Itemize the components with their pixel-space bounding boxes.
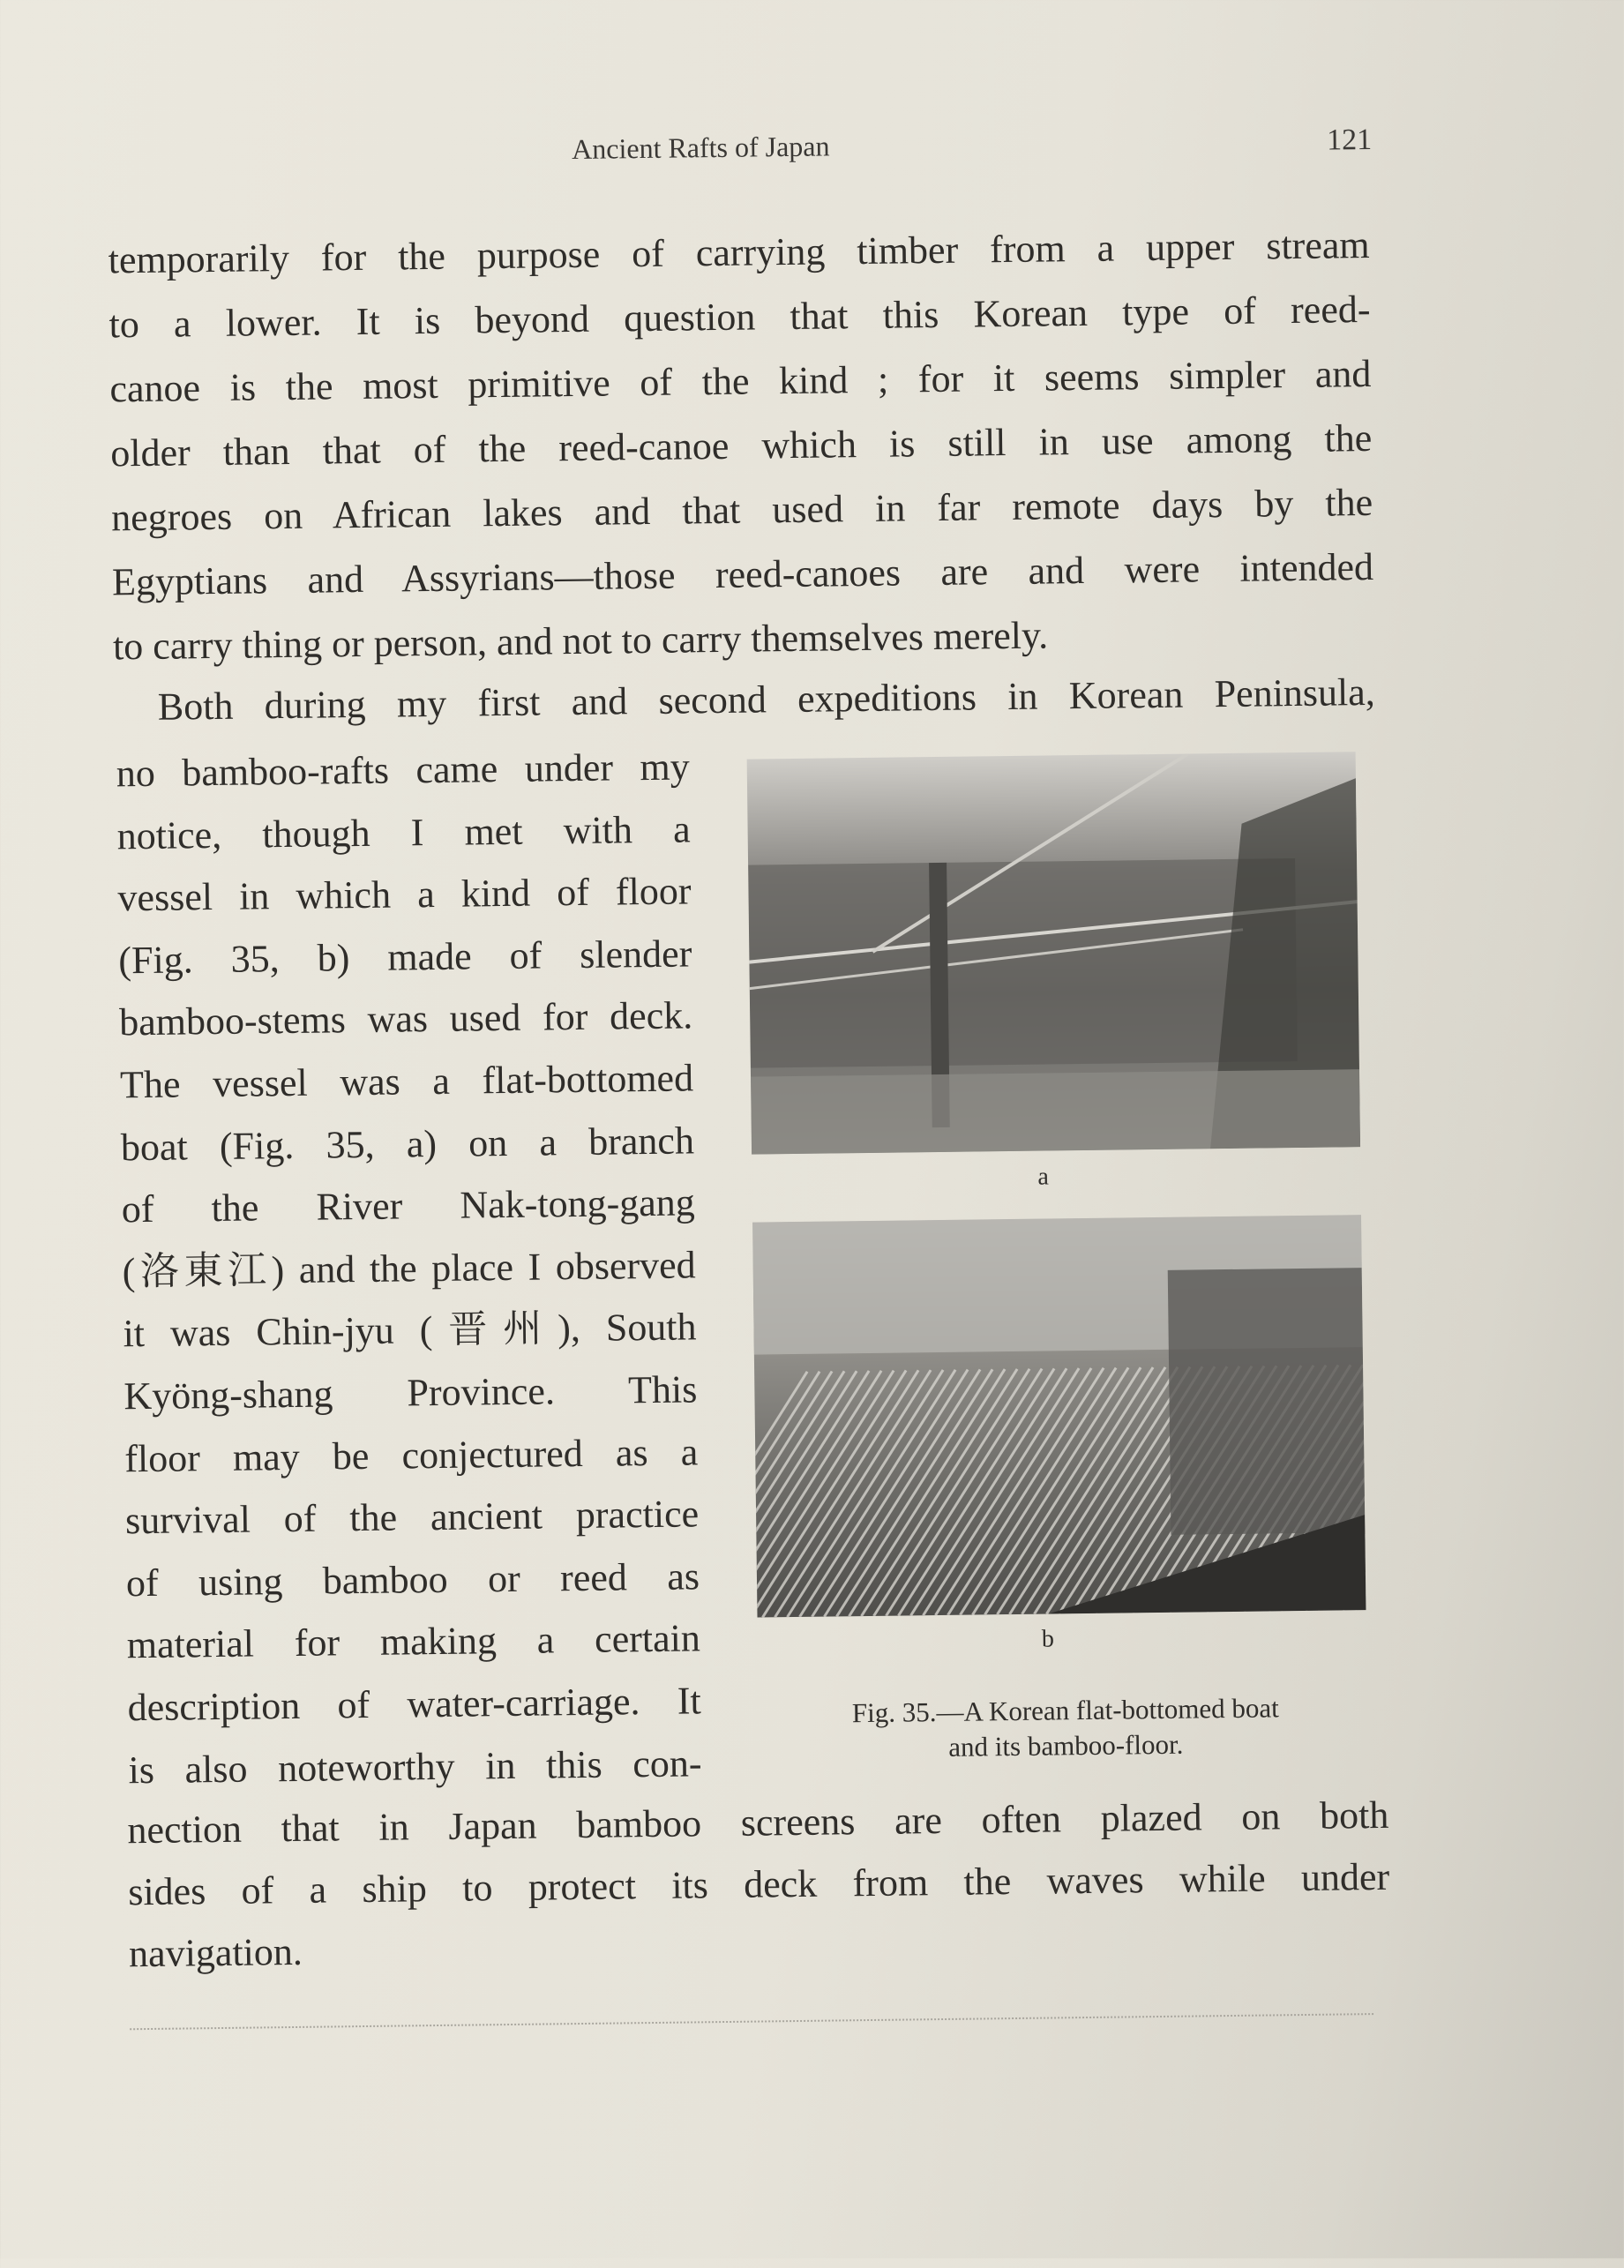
text-line: canoe is the most primitive of the kind ; for it seems simpler and (109, 351, 1372, 411)
text-line: (洛東江) and the place I observed (122, 1243, 696, 1294)
paragraph-2-first-line: Both during my first and second expeditions in Korean Peninsula, (157, 670, 1376, 729)
text-line: to a lower. It is beyond question that this Korean type of reed- (109, 287, 1371, 347)
figure-caption-line-2: and its bamboo-floor. (948, 1728, 1184, 1763)
text-line: of using bamboo or reed as (125, 1554, 700, 1606)
text-line: Kyöng-shang Province. This (123, 1367, 698, 1418)
footer-divider (130, 2013, 1373, 2030)
figure-label-b: b (1041, 1625, 1055, 1653)
text-line: is also noteworthy in this con- (128, 1740, 702, 1792)
text-line: floor may be conjectured as a (123, 1429, 699, 1480)
boat-photo-image (747, 752, 1360, 1154)
figure-caption-line-1: Fig. 35.—A Korean flat-bottomed boat (851, 1692, 1279, 1729)
text-line: The vessel was a flat-bottomed (119, 1056, 694, 1107)
text-line: boat (Fig. 35, a) on a branch (120, 1118, 695, 1169)
text-line: it was Chin-jyu (晋州), South (123, 1305, 697, 1356)
text-line: survival of the ancient practice (124, 1492, 700, 1543)
text-line: no bamboo-rafts came under my (116, 745, 691, 796)
bamboo-floor-photo-image (752, 1215, 1366, 1617)
text-line: navigation. (128, 1929, 303, 1976)
text-line: material for making a certain (126, 1616, 701, 1667)
text-line: vessel in which a kind of floor (117, 869, 692, 920)
text-line: bamboo-stems was used for deck. (118, 993, 693, 1044)
figure-35b-photo (752, 1215, 1366, 1617)
text-line: negroes on African lakes and that used in far remote days by the (110, 480, 1373, 540)
running-title: Ancient Rafts of Japan (571, 130, 830, 165)
figure-label-a: a (1037, 1163, 1050, 1191)
text-line: notice, though I met with a (116, 807, 691, 857)
text-line: nection that in Japan bamboo screens are often plazed on both (127, 1793, 1389, 1853)
text-line: (Fig. 35, b) made of slender (118, 932, 692, 983)
page-number: 121 (1326, 123, 1373, 157)
text-line: to carry thing or person, and not to carry themselves merely. (112, 613, 1049, 669)
text-line: temporarily for the purpose of carrying timber from a upper stream (108, 222, 1370, 282)
text-line: description of water-carriage. It (127, 1679, 701, 1730)
text-line: of the River Nak-tong-gang (121, 1180, 696, 1231)
text-line: sides of a ship to protect its deck from the waves while under (127, 1854, 1390, 1914)
text-line: older than that of the reed-canoe which is still in use among the (110, 415, 1373, 475)
figure-35a-photo (747, 752, 1360, 1154)
text-line: Egyptians and Assyrians—those reed-canoes are and were intended (111, 544, 1374, 604)
